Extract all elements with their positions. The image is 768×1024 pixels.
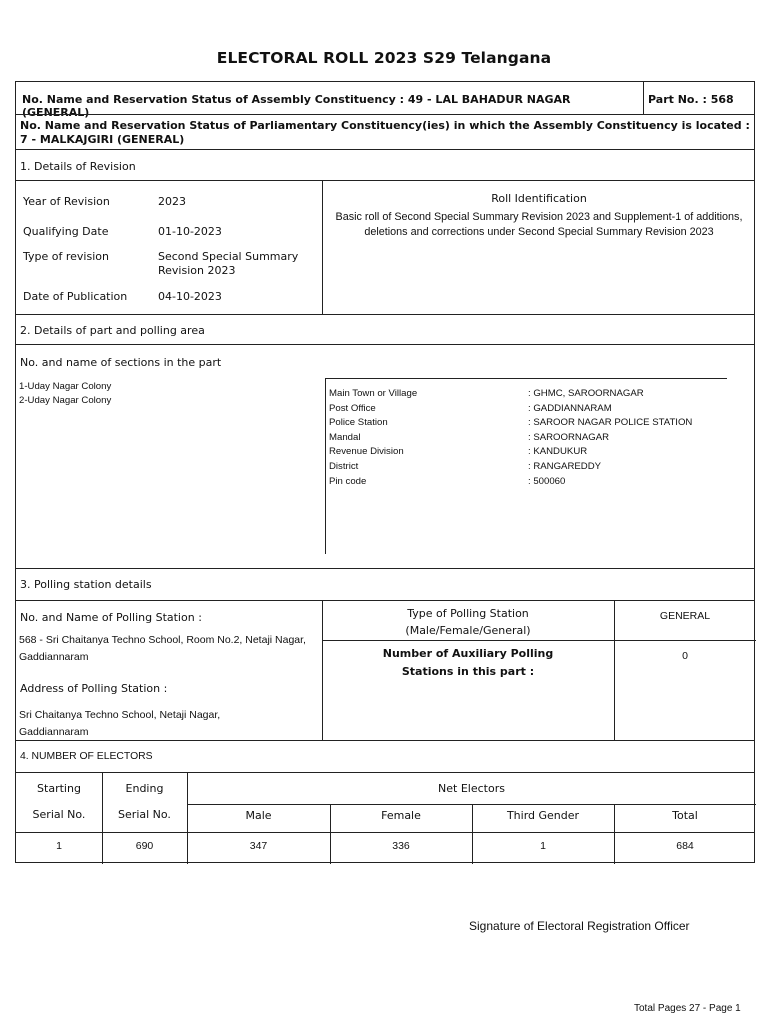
type-of-revision-label: Type of revision [23, 250, 109, 263]
polling-type-label: Type of Polling Station (Male/Female/General) [405, 607, 531, 637]
section-polling-heading: 3. Polling station details [20, 578, 152, 591]
section-item: 1-Uday Nagar Colony [19, 381, 112, 392]
polling-type-value: GENERAL [659, 610, 711, 622]
qualifying-date-label: Qualifying Date [23, 225, 109, 238]
roll-header-table [15, 81, 755, 863]
section-revision-heading: 1. Details of Revision [20, 160, 136, 173]
starting-serial-value: 1 [56, 840, 62, 852]
part-number: Part No. : 568 [648, 93, 734, 106]
total-header: Total [672, 809, 698, 822]
male-value: 347 [249, 840, 268, 852]
net-electors-header: Net Electors [438, 782, 505, 795]
ending-serial-header: Ending Serial No. [118, 782, 171, 821]
type-of-revision-value: Second Special Summary Revision 2023 [158, 250, 299, 277]
auxiliary-stations-value: 0 [682, 650, 688, 662]
section-item: 2-Uday Nagar Colony [19, 395, 112, 406]
third-gender-value: 1 [540, 840, 546, 852]
year-of-revision-value: 2023 [158, 195, 186, 208]
ending-serial-value: 690 [135, 840, 154, 852]
parliamentary-constituency: No. Name and Reservation Status of Parliamentary Constituency(ies) in which the Assembly Constituency is located : 7 - MALKAJGIRI (GENERAL) [20, 119, 750, 146]
date-of-publication-value: 04-10-2023 [158, 290, 222, 303]
assembly-constituency: No. Name and Reservation Status of Assembly Constituency : 49 - LAL BAHADUR NAGAR (GENERAL) [22, 93, 571, 119]
roll-identification-title: Roll Identification [491, 192, 587, 205]
total-value: 684 [676, 840, 694, 852]
page-footer: Total Pages 27 - Page 1 [634, 1003, 741, 1014]
polling-area-labels: Main Town or Village Post Office Police Station Mandal Revenue Division District Pin code [329, 388, 418, 487]
female-header: Female [381, 809, 421, 822]
female-value: 336 [392, 840, 410, 852]
polling-station-name-value: 568 - Sri Chaitanya Techno School, Room No.2, Netaji Nagar, Gaddiannaram [19, 634, 306, 663]
sections-heading: No. and name of sections in the part [20, 356, 222, 369]
year-of-revision-label: Year of Revision [23, 195, 110, 208]
polling-area-values: : GHMC, SAROORNAGAR : GADDIANNARAM : SAROOR NAGAR POLICE STATION : SAROORNAGAR : KANDUKUR : RANGAREDDY : 500060 [528, 388, 693, 487]
date-of-publication-label: Date of Publication [23, 290, 128, 303]
polling-station-name-label: No. and Name of Polling Station : [20, 611, 202, 624]
roll-identification-text: Basic roll of Second Special Summary Revision 2023 and Supplement-1 of additions, deletions and corrections under Second Special Summary Revision 2023 [335, 211, 743, 238]
section-part-heading: 2. Details of part and polling area [20, 324, 205, 337]
page-title: ELECTORAL ROLL 2023 S29 Telangana [216, 49, 552, 67]
male-header: Male [245, 809, 272, 822]
third-gender-header: Third Gender [506, 809, 580, 822]
qualifying-date-value: 01-10-2023 [158, 225, 222, 238]
section-electors-heading: 4. NUMBER OF ELECTORS [20, 751, 153, 762]
sections-list [19, 380, 111, 408]
auxiliary-stations-label: Number of Auxiliary Polling Stations in this part : [382, 647, 554, 678]
polling-address-label: Address of Polling Station : [20, 682, 168, 695]
polling-address-value: Sri Chaitanya Techno School, Netaji Nagar, Gaddiannaram [19, 709, 221, 738]
signature-label: Signature of Electoral Registration Officer [469, 919, 690, 933]
starting-serial-header: Starting Serial No. [32, 782, 86, 821]
